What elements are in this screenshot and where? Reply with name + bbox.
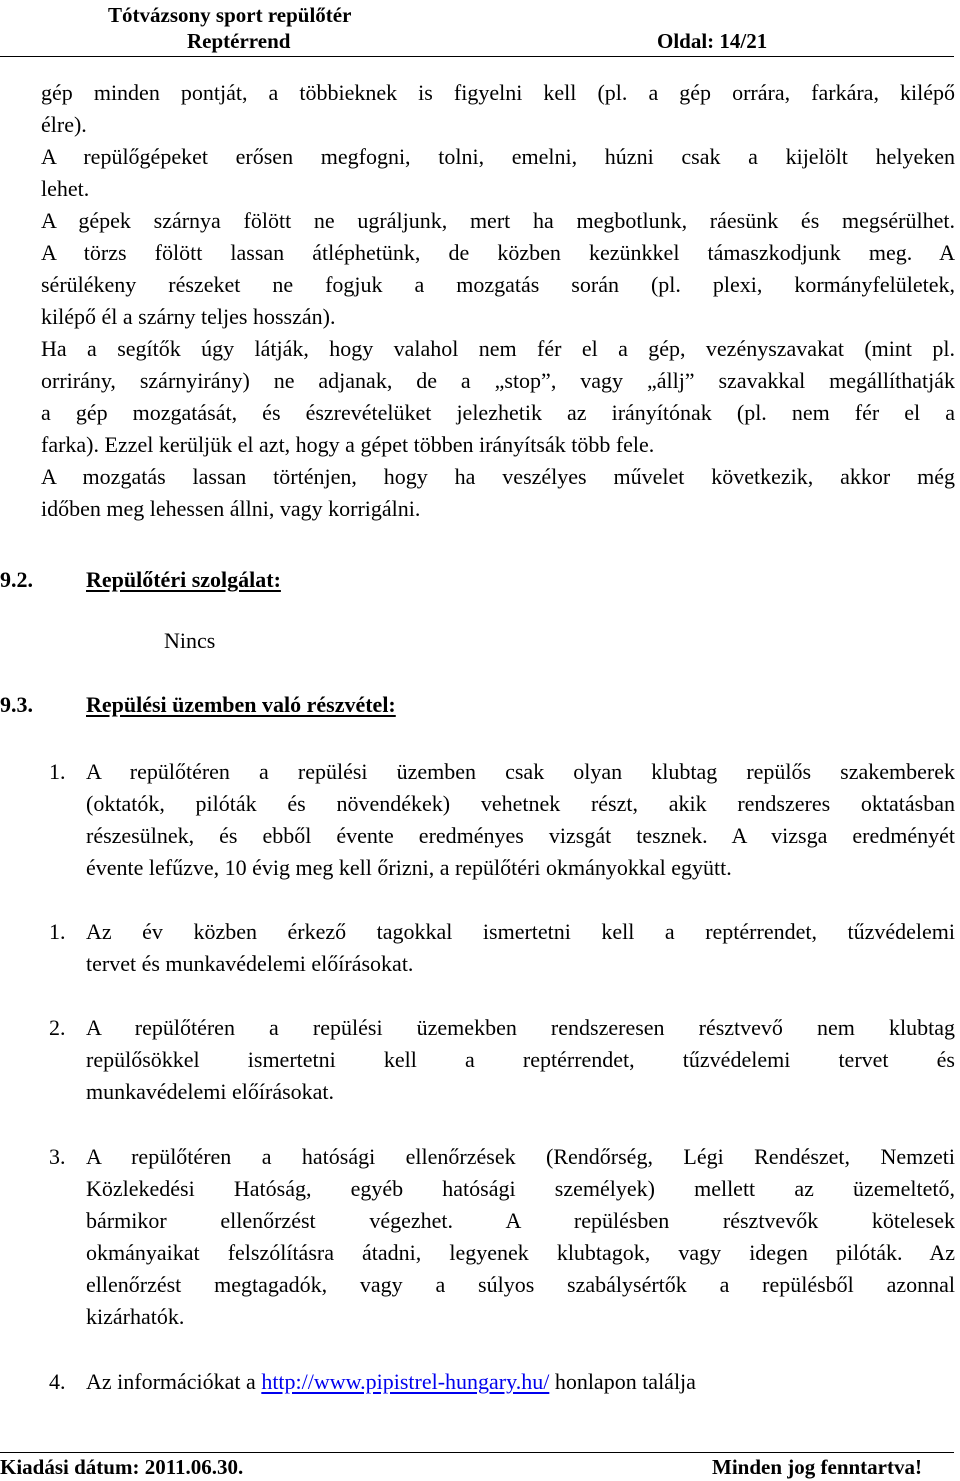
text-line: élre). <box>41 112 87 137</box>
text-line: sérülékeny részeket ne fogjuk a mozgatás során (pl. plexi, kormányfelületek, <box>41 272 955 297</box>
footer-divider <box>0 1452 954 1453</box>
list-marker: 1. <box>49 759 66 784</box>
header-divider <box>0 56 954 57</box>
text-line: orrirány, szárnyirány) ne adjanak, de a „stop”, vagy „állj” szavakkal megállíthatják <box>41 368 955 393</box>
list-marker: 2. <box>49 1015 66 1040</box>
text-line: bármikor ellenőrzést végezhet. A repülésben résztvevők kötelesek <box>86 1208 955 1233</box>
text-line: Ha a segítők úgy látják, hogy valahol nem fér el a gép, vezényszavakat (mint pl. <box>41 336 955 361</box>
document-title: Reptérrend <box>187 29 291 53</box>
text-line: időben meg lehessen állni, vagy korrigálni. <box>41 496 421 521</box>
text-line: munkavédelemi előírásokat. <box>86 1079 335 1104</box>
text-line: okmányaikat felszólításra átadni, legyenek klubtagok, vagy idegen pilóták. Az <box>86 1240 955 1265</box>
text-line: gép minden pontját, a többieknek is figyelni kell (pl. a gép orrára, farkára, kilépő <box>41 80 955 105</box>
section-title: Repülőtéri szolgálat: <box>86 567 281 592</box>
section-number: 9.3. <box>0 692 33 717</box>
page-number: Oldal: 14/21 <box>657 29 768 53</box>
section-heading-9-2 <box>0 567 281 593</box>
text-line: a gép mozgatását, és észrevételüket jelezhetik az irányítónak (pl. nem fér el a <box>41 400 955 425</box>
section-title: Repülési üzemben való részvétel: <box>86 692 396 717</box>
text-line: farka). Ezzel kerüljük el azt, hogy a gépet többen irányítsák több fele. <box>41 432 655 457</box>
text-line: repülősökkel ismertetni kell a reptérrendet, tűzvédelemi tervet és <box>86 1047 955 1072</box>
text-line: Közlekedési Hatóság, egyéb hatósági személyek) mellett az üzemeltető, <box>86 1176 955 1201</box>
text-line: A mozgatás lassan történjen, hogy ha veszélyes művelet következik, akkor még <box>41 464 955 489</box>
text-line: (oktatók, pilóták és növendékek) vehetnek részt, akik rendszeres oktatásban <box>86 791 955 816</box>
text-line: A repülőtéren a repülési üzemben csak olyan klubtag repülős szakemberek <box>86 759 955 784</box>
intro-paragraph <box>41 77 955 525</box>
issue-date: Kiadási dátum: 2011.06.30. <box>0 1455 244 1479</box>
text-line: A repülőgépeket erősen megfogni, tolni, emelni, húzni csak a kijelölt helyeken <box>41 144 955 169</box>
section-number: 9.2. <box>0 567 33 592</box>
list-marker: 3. <box>49 1144 66 1169</box>
text-line: A repülőtéren a repülési üzemekben rendszeresen résztvevő nem klubtag <box>86 1015 955 1040</box>
text-line: A repülőtéren a hatósági ellenőrzések (Rendőrség, Légi Rendészet, Nemzeti <box>86 1144 955 1169</box>
text-line: kilépő él a szárny teljes hosszán). <box>41 304 336 329</box>
text-line: részesülnek, és ebből évente eredményes vizsgát tesznek. A vizsga eredményét <box>86 823 955 848</box>
text-fragment: Az információkat a <box>86 1369 256 1394</box>
section-heading-9-3 <box>0 692 396 718</box>
org-title: Tótvázsony sport repülőtér <box>108 3 352 27</box>
text-line: kizárhatók. <box>86 1304 185 1329</box>
rights-notice: Minden jog fenntartva! <box>712 1455 922 1479</box>
text-line: tervet és munkavédelemi előírásokat. <box>86 951 414 976</box>
text-line: ellenőrzést megtagadók, vagy a súlyos szabálysértők a repülésből azonnal <box>86 1272 955 1297</box>
text-fragment: honlapon találja <box>554 1369 696 1394</box>
list-marker: 4. <box>49 1369 66 1394</box>
website-link[interactable]: http://www.pipistrel-hungary.hu/ <box>261 1369 550 1394</box>
text-line: A törzs fölött lassan átléphetünk, de közben kezünkkel támaszkodjunk meg. A <box>41 240 955 265</box>
text-line: A gépek szárnya fölött ne ugráljunk, mert ha megbotlunk, ráesünk és megsérülhet. <box>41 208 955 233</box>
text-line: Az év közben érkező tagokkal ismertetni kell a reptérrendet, tűzvédelemi <box>86 919 955 944</box>
list-marker: 1. <box>49 919 66 944</box>
text-line: évente lefűzve, 10 évig meg kell őrizni, a repülőtéri okmányokkal együtt. <box>86 855 732 880</box>
section-9-2-body: Nincs <box>164 628 216 653</box>
text-line: lehet. <box>41 176 90 201</box>
